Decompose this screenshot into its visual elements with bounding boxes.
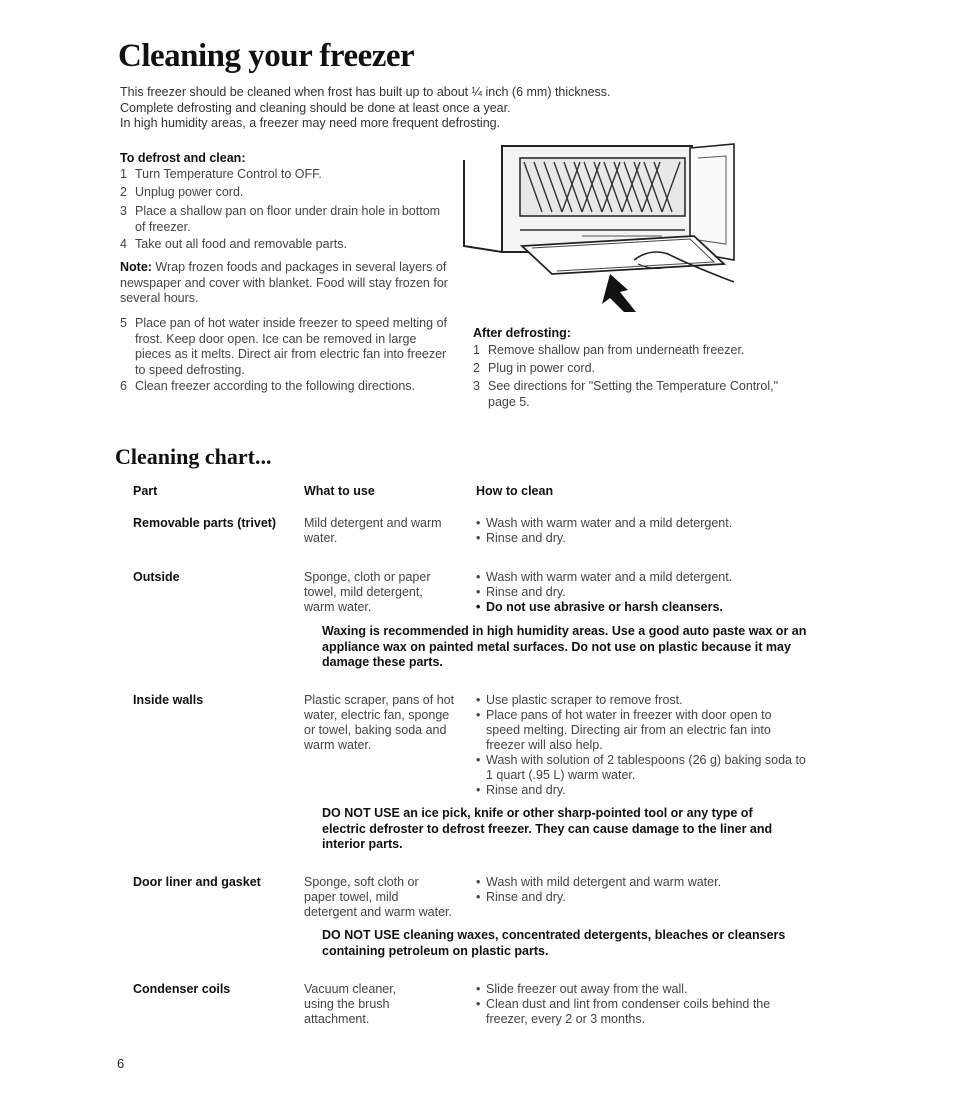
step-text: Remove shallow pan from underneath freezer. bbox=[488, 343, 745, 357]
warning-sharp-tools: DO NOT USE an ice pick, knife or other sharp-pointed tool or any type of electric defroster to defrost freezer. They can cause damage to the liner and interior parts. bbox=[322, 806, 773, 851]
page-title: Cleaning your freezer bbox=[118, 38, 415, 74]
row-use: Sponge, cloth or paper towel, mild detergent, warm water. bbox=[304, 570, 431, 614]
clean-text: Place pans of hot water in freezer with door open to speed melting. Directing air from an electric fan into freezer will also help. bbox=[486, 708, 772, 752]
row-use: Vacuum cleaner, using the brush attachment. bbox=[304, 982, 397, 1026]
warning-waxes: DO NOT USE cleaning waxes, concentrated detergents, bleaches or cleansers containing petroleum on plastic parts. bbox=[322, 928, 786, 958]
clean-text: Wash with warm water and a mild detergent. bbox=[486, 516, 733, 530]
column-header-part: Part bbox=[133, 484, 158, 498]
row-use: Sponge, soft cloth or paper towel, mild detergent and warm water. bbox=[304, 875, 452, 919]
step-text: Turn Temperature Control to OFF. bbox=[135, 167, 322, 181]
row-clean-item: • Rinse and dry. bbox=[476, 890, 806, 905]
clean-text: Clean dust and lint from condenser coils behind the freezer, every 2 or 3 months. bbox=[486, 997, 771, 1026]
step-number: 2 bbox=[473, 361, 480, 375]
row-use: Plastic scraper, pans of hot water, electric fan, sponge or towel, baking soda and warm water. bbox=[304, 693, 455, 752]
step-text: Place pan of hot water inside freezer to speed melting of frost. Keep door open. Ice can be removed in large pieces as it melts. Direct air from electric fan into freezer to speed defrosting. bbox=[135, 316, 447, 377]
page-number: 6 bbox=[117, 1056, 125, 1071]
clean-text: Do not use abrasive or harsh cleansers. bbox=[486, 600, 723, 614]
row-clean-item: • Rinse and dry. bbox=[476, 783, 806, 798]
row-part: Inside walls bbox=[133, 693, 204, 707]
row-part: Removable parts (trivet) bbox=[133, 516, 277, 530]
step-text: Take out all food and removable parts. bbox=[135, 237, 347, 251]
intro-line: Complete defrosting and cleaning should be done at least once a year. bbox=[120, 100, 511, 115]
step-number: 5 bbox=[120, 316, 127, 330]
row-clean-item: • Rinse and dry. bbox=[476, 585, 806, 600]
step-text: See directions for "Setting the Temperature Control," page 5. bbox=[488, 379, 779, 409]
column-header-use: What to use bbox=[304, 484, 375, 498]
step-number: 6 bbox=[120, 379, 127, 393]
column-header-clean: How to clean bbox=[476, 484, 554, 498]
clean-text: Rinse and dry. bbox=[486, 890, 566, 904]
row-clean-item-bold: • Do not use abrasive or harsh cleansers. bbox=[476, 600, 806, 615]
step-number: 1 bbox=[120, 167, 127, 181]
row-clean-item: • Use plastic scraper to remove frost. bbox=[476, 693, 806, 708]
step-text: Plug in power cord. bbox=[488, 361, 596, 375]
clean-text: Wash with solution of 2 tablespoons (26 g) baking soda to 1 quart (.95 L) warm water. bbox=[486, 753, 806, 782]
arrow-icon bbox=[602, 274, 636, 312]
row-clean-item: • Wash with mild detergent and warm water. bbox=[476, 875, 806, 890]
intro-line: This freezer should be cleaned when frost has built up to about ¼ inch (6 mm) thickness. bbox=[120, 85, 611, 99]
defrost-step bbox=[120, 167, 450, 183]
after-step bbox=[473, 379, 808, 410]
defrost-step bbox=[120, 237, 450, 253]
row-clean-item: • Slide freezer out away from the wall. bbox=[476, 982, 806, 997]
after-step bbox=[473, 343, 808, 359]
intro-line: In high humidity areas, a freezer may need more frequent defrosting. bbox=[120, 116, 501, 130]
note-text: Wrap frozen foods and packages in several layers of newspaper and cover with blanket. Food will stay frozen for several hours. bbox=[120, 260, 448, 305]
row-use: Mild detergent and warm water. bbox=[304, 516, 442, 545]
step-number: 3 bbox=[120, 204, 127, 218]
freezer-defrost-illustration bbox=[462, 140, 737, 312]
clean-text: Wash with mild detergent and warm water. bbox=[486, 875, 722, 889]
after-step bbox=[473, 361, 808, 377]
defrost-step bbox=[120, 379, 448, 395]
row-clean-item: • Wash with warm water and a mild detergent. bbox=[476, 570, 806, 585]
defrost-heading: To defrost and clean: bbox=[120, 151, 246, 165]
note-label: Note: bbox=[120, 260, 152, 274]
warning-waxing: Waxing is recommended in high humidity areas. Use a good auto paste wax or an appliance wax on painted metal surfaces. Do not use on plastic because it may damage these parts. bbox=[322, 624, 807, 669]
row-part: Outside bbox=[133, 570, 180, 584]
step-text: Place a shallow pan on floor under drain hole in bottom of freezer. bbox=[135, 204, 441, 234]
clean-text: Rinse and dry. bbox=[486, 783, 566, 797]
clean-text: Rinse and dry. bbox=[486, 585, 566, 599]
step-number: 1 bbox=[473, 343, 480, 357]
clean-text: Wash with warm water and a mild detergent. bbox=[486, 570, 733, 584]
row-clean-item: • Wash with warm water and a mild detergent. bbox=[476, 516, 806, 531]
step-text: Clean freezer according to the following directions. bbox=[135, 379, 416, 393]
row-clean-item: • Wash with solution of 2 tablespoons (26 g) baking soda to 1 quart (.95 L) warm water. bbox=[476, 753, 806, 782]
clean-text: Use plastic scraper to remove frost. bbox=[486, 693, 683, 707]
chart-title: Cleaning chart... bbox=[115, 444, 272, 469]
after-heading: After defrosting: bbox=[473, 326, 571, 340]
row-part: Condenser coils bbox=[133, 982, 231, 996]
defrost-step bbox=[120, 204, 450, 235]
step-number: 3 bbox=[473, 379, 480, 393]
row-part: Door liner and gasket bbox=[133, 875, 261, 889]
row-clean-item: • Clean dust and lint from condenser coils behind the freezer, every 2 or 3 months. bbox=[476, 997, 806, 1027]
defrost-step bbox=[120, 185, 450, 201]
step-number: 4 bbox=[120, 237, 127, 251]
step-text: Unplug power cord. bbox=[135, 185, 244, 199]
step-number: 2 bbox=[120, 185, 127, 199]
row-clean-item: • Place pans of hot water in freezer with door open to speed melting. Directing air from an electric fan into freezer will also help. bbox=[476, 708, 806, 753]
intro-paragraph bbox=[120, 85, 611, 132]
defrost-step bbox=[120, 316, 448, 378]
clean-text: Rinse and dry. bbox=[486, 531, 566, 545]
clean-text: Slide freezer out away from the wall. bbox=[486, 982, 688, 996]
note-paragraph bbox=[120, 260, 448, 307]
row-clean-item: • Rinse and dry. bbox=[476, 531, 806, 546]
